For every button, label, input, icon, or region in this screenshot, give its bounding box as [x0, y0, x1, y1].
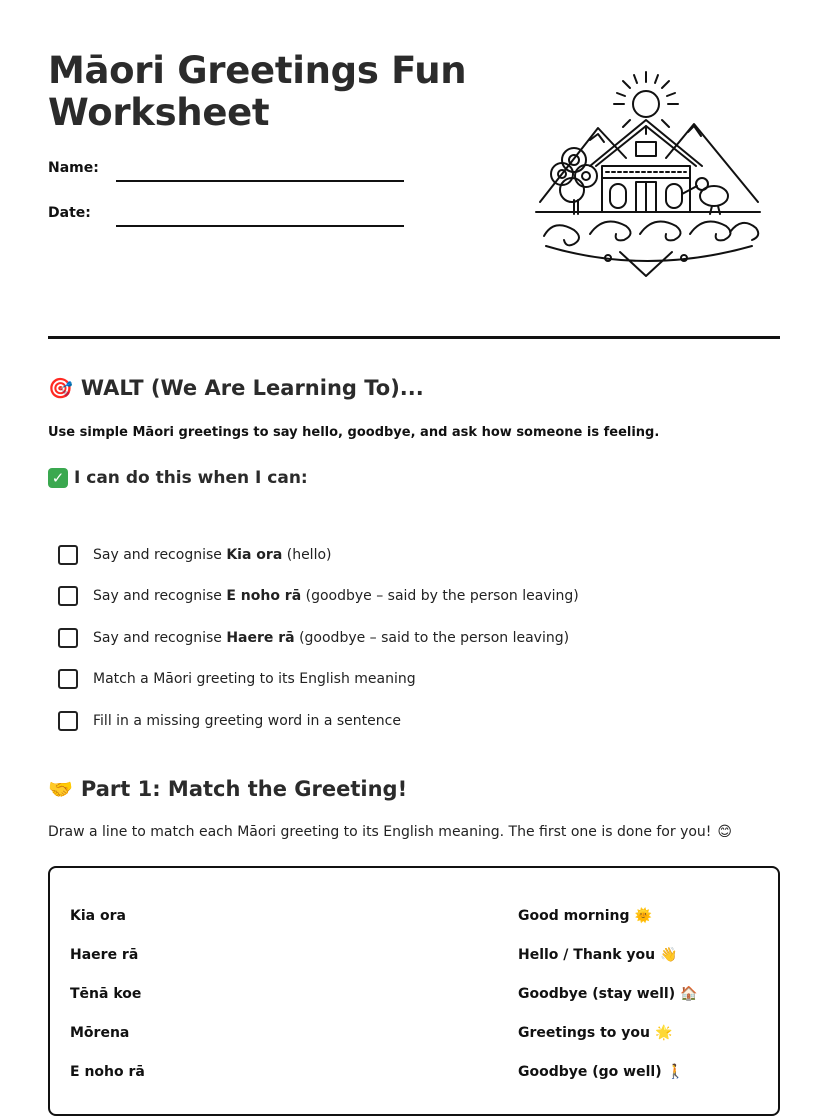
- checkbox[interactable]: [58, 711, 78, 731]
- instructions-text: Draw a line to match each Māori greeting to its English meaning. The first one is done for you!: [48, 824, 712, 840]
- criteria-item: [58, 576, 579, 618]
- english-meaning[interactable]: Goodbye (stay well) 🏠: [518, 985, 698, 1002]
- section-divider: [48, 336, 780, 339]
- maori-greeting[interactable]: Kia ora: [70, 907, 126, 924]
- criteria-heading-text: I can do this when I can:: [74, 468, 308, 488]
- maori-greeting[interactable]: Tēnā koe: [70, 985, 142, 1002]
- handshake-icon: 🤝: [48, 777, 73, 801]
- part1-heading: [48, 777, 407, 801]
- english-meaning[interactable]: Hello / Thank you 👋: [518, 946, 678, 963]
- date-label: Date:: [48, 205, 91, 221]
- checkbox[interactable]: [58, 628, 78, 648]
- walt-heading-text: WALT (We Are Learning To)...: [80, 376, 424, 400]
- target-icon: 🎯: [48, 376, 73, 400]
- date-field[interactable]: [116, 225, 404, 227]
- english-meaning[interactable]: Goodbye (go well) 🚶: [518, 1063, 685, 1080]
- matching-box: [48, 866, 780, 1116]
- maori-greeting[interactable]: Haere rā: [70, 946, 139, 963]
- walt-statement: Use simple Māori greetings to say hello, goodbye, and ask how someone is feeling.: [48, 425, 660, 440]
- checkbox[interactable]: [58, 545, 78, 565]
- star-icon: 🌟: [654, 1024, 673, 1041]
- english-meaning[interactable]: Good morning 🌞: [518, 907, 652, 924]
- criteria-item: [58, 700, 579, 742]
- success-criteria-list: [58, 534, 579, 742]
- waving-hand-icon: 👋: [660, 946, 678, 963]
- green-check-icon: ✓: [48, 468, 68, 488]
- part1-heading-text: Part 1: Match the Greeting!: [80, 777, 408, 801]
- name-field[interactable]: [116, 180, 404, 182]
- criteria-text: Say and recognise E noho rā (goodbye – said by the person leaving): [93, 588, 579, 605]
- checkbox[interactable]: [58, 586, 78, 606]
- koru-waves: [544, 222, 758, 277]
- part1-instructions: [48, 824, 732, 840]
- criteria-text: Say and recognise Kia ora (hello): [93, 546, 332, 563]
- marae-illustration: [530, 62, 766, 286]
- criteria-text: Say and recognise Haere rā (goodbye – said to the person leaving): [93, 629, 570, 646]
- criteria-item: [58, 617, 579, 659]
- maori-greeting[interactable]: E noho rā: [70, 1063, 145, 1080]
- house-icon: 🏠: [680, 985, 698, 1002]
- worksheet-title: Māori Greetings Fun Worksheet: [48, 49, 467, 134]
- maori-greeting[interactable]: Mōrena: [70, 1024, 130, 1041]
- maori-greetings-column: [70, 906, 145, 1101]
- criteria-item: [58, 534, 579, 576]
- sun-icon: [614, 72, 678, 134]
- english-meanings-column: [518, 906, 698, 1101]
- criteria-text: Fill in a missing greeting word in a sentence: [93, 712, 401, 729]
- kiwi-bird-icon: [682, 178, 728, 214]
- criteria-item: [58, 659, 579, 701]
- walking-person-icon: 🚶: [666, 1063, 685, 1080]
- smiley-icon: 😊: [717, 824, 733, 840]
- english-meaning[interactable]: Greetings to you 🌟: [518, 1024, 673, 1041]
- criteria-heading: [48, 468, 308, 488]
- sun-icon: 🌞: [634, 907, 652, 924]
- checkbox[interactable]: [58, 669, 78, 689]
- name-label: Name:: [48, 160, 99, 176]
- criteria-text: Match a Māori greeting to its English meaning: [93, 671, 416, 688]
- walt-heading: [48, 376, 424, 400]
